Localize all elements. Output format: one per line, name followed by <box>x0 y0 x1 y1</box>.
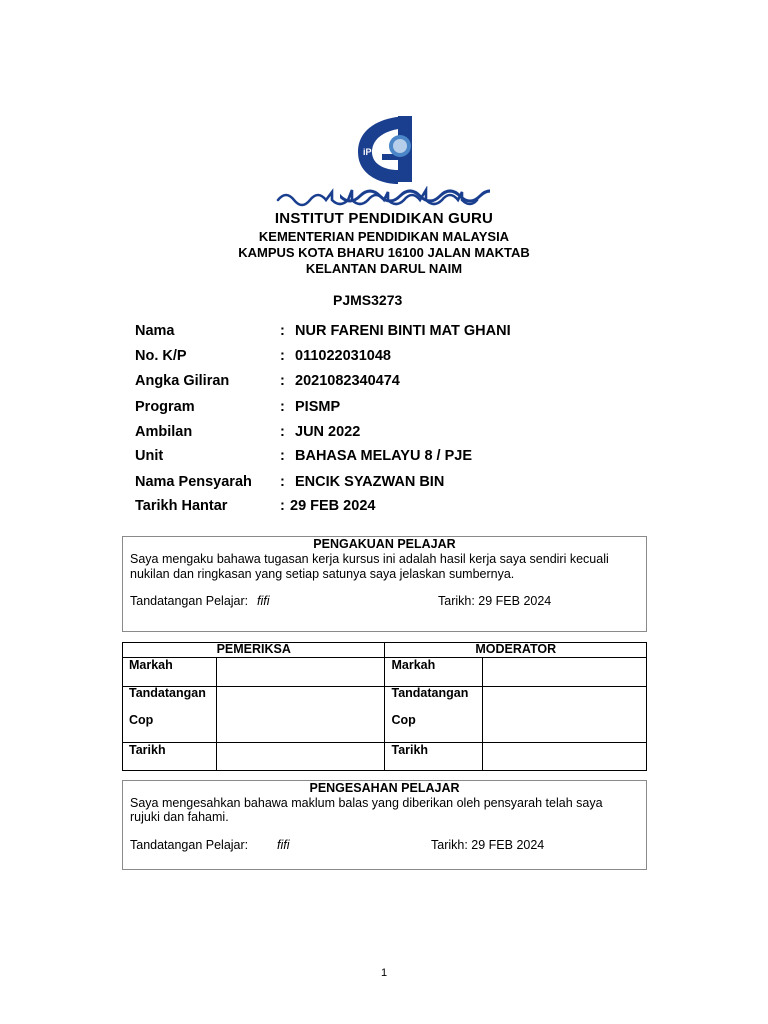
moderator-markah-cell[interactable] <box>483 658 647 687</box>
info-value: 29 FEB 2024 <box>290 498 376 514</box>
info-colon: : <box>280 373 285 389</box>
moderator-tandatangan-cell[interactable] <box>483 687 647 743</box>
pengakuan-date: Tarikh: 29 FEB 2024 <box>438 594 552 608</box>
pemeriksa-tarikh-label: Tarikh <box>123 743 217 771</box>
page-number: 1 <box>380 967 388 979</box>
pemeriksa-tandatangan-cop-label <box>123 687 217 743</box>
pemeriksa-header: PEMERIKSA <box>123 643 385 658</box>
info-value: ENCIK SYAZWAN BIN <box>295 474 445 490</box>
svg-text:iPG: iPG <box>363 147 379 157</box>
pengakuan-text-2: nukilan dan ringkasan yang setiap satunya saya jelaskan sumbernya. <box>130 567 515 581</box>
jawi-script-logo <box>276 186 491 208</box>
pemeriksa-tarikh-cell[interactable] <box>216 743 385 771</box>
info-label: Nama <box>135 323 175 339</box>
pengesahan-sign-label: Tandatangan Pelajar: <box>130 838 249 852</box>
info-colon: : <box>280 323 285 339</box>
moderator-tandatangan-cop-label <box>385 687 483 743</box>
pengesahan-date: Tarikh: 29 FEB 2024 <box>431 838 545 852</box>
pengesahan-box <box>122 780 647 870</box>
info-colon: : <box>280 498 285 514</box>
pengesahan-text-2: rujuki dan fahami. <box>130 810 229 824</box>
moderator-header: MODERATOR <box>385 643 647 658</box>
info-value: PISMP <box>295 399 341 415</box>
info-value: JUN 2022 <box>295 424 361 440</box>
pemeriksa-tandatangan-cell[interactable] <box>216 687 385 743</box>
info-colon: : <box>280 399 285 415</box>
moderator-markah-label: Markah <box>385 658 483 687</box>
ministry-line: KEMENTERIAN PENDIDIKAN MALAYSIA <box>258 229 510 244</box>
state-line: KELANTAN DARUL NAIM <box>305 261 463 276</box>
info-colon: : <box>280 348 285 364</box>
tandatangan-label: Tandatangan <box>391 686 469 700</box>
info-label: Tarikh Hantar <box>135 498 228 514</box>
info-label: No. K/P <box>135 348 187 364</box>
course-code: PJMS3273 <box>333 292 403 308</box>
pengakuan-box <box>122 536 647 632</box>
campus-line: KAMPUS KOTA BHARU 16100 JALAN MAKTAB <box>238 245 530 260</box>
pengakuan-sign-label: Tandatangan Pelajar: <box>130 594 249 608</box>
info-colon: : <box>280 474 285 490</box>
info-colon: : <box>280 448 285 464</box>
institute-title: INSTITUT PENDIDIKAN GURU <box>274 210 494 227</box>
moderator-tarikh-label: Tarikh <box>385 743 483 771</box>
pengakuan-text-1: Saya mengaku bahawa tugasan kerja kursus ini adalah hasil kerja saya sendiri kecuali <box>130 552 609 566</box>
info-colon: : <box>280 424 285 440</box>
pemeriksa-markah-label: Markah <box>123 658 217 687</box>
pengesahan-signature: fifi <box>277 838 290 852</box>
pengakuan-title: PENGAKUAN PELAJAR <box>313 537 456 551</box>
cop-label: Cop <box>129 713 154 727</box>
info-value: BAHASA MELAYU 8 / PJE <box>295 448 472 464</box>
info-label: Unit <box>135 448 164 464</box>
info-label: Nama Pensyarah <box>135 474 252 490</box>
info-label: Angka Giliran <box>135 373 230 389</box>
moderator-tarikh-cell[interactable] <box>483 743 647 771</box>
info-value: 011022031048 <box>295 348 391 364</box>
review-table <box>122 642 647 771</box>
pemeriksa-markah-cell[interactable] <box>216 658 385 687</box>
pengakuan-signature: fifi <box>257 594 270 608</box>
cop-label: Cop <box>391 713 416 727</box>
tandatangan-label: Tandatangan <box>129 686 206 700</box>
info-value: NUR FARENI BINTI MAT GHANI <box>295 323 511 339</box>
pengesahan-title: PENGESAHAN PELAJAR <box>309 781 460 795</box>
pengesahan-text-1: Saya mengesahkan bahawa maklum balas yang diberikan oleh pensyarah telah saya <box>130 796 603 810</box>
info-label: Ambilan <box>135 424 193 440</box>
info-value: 2021082340474 <box>295 373 400 389</box>
info-label: Program <box>135 399 195 415</box>
